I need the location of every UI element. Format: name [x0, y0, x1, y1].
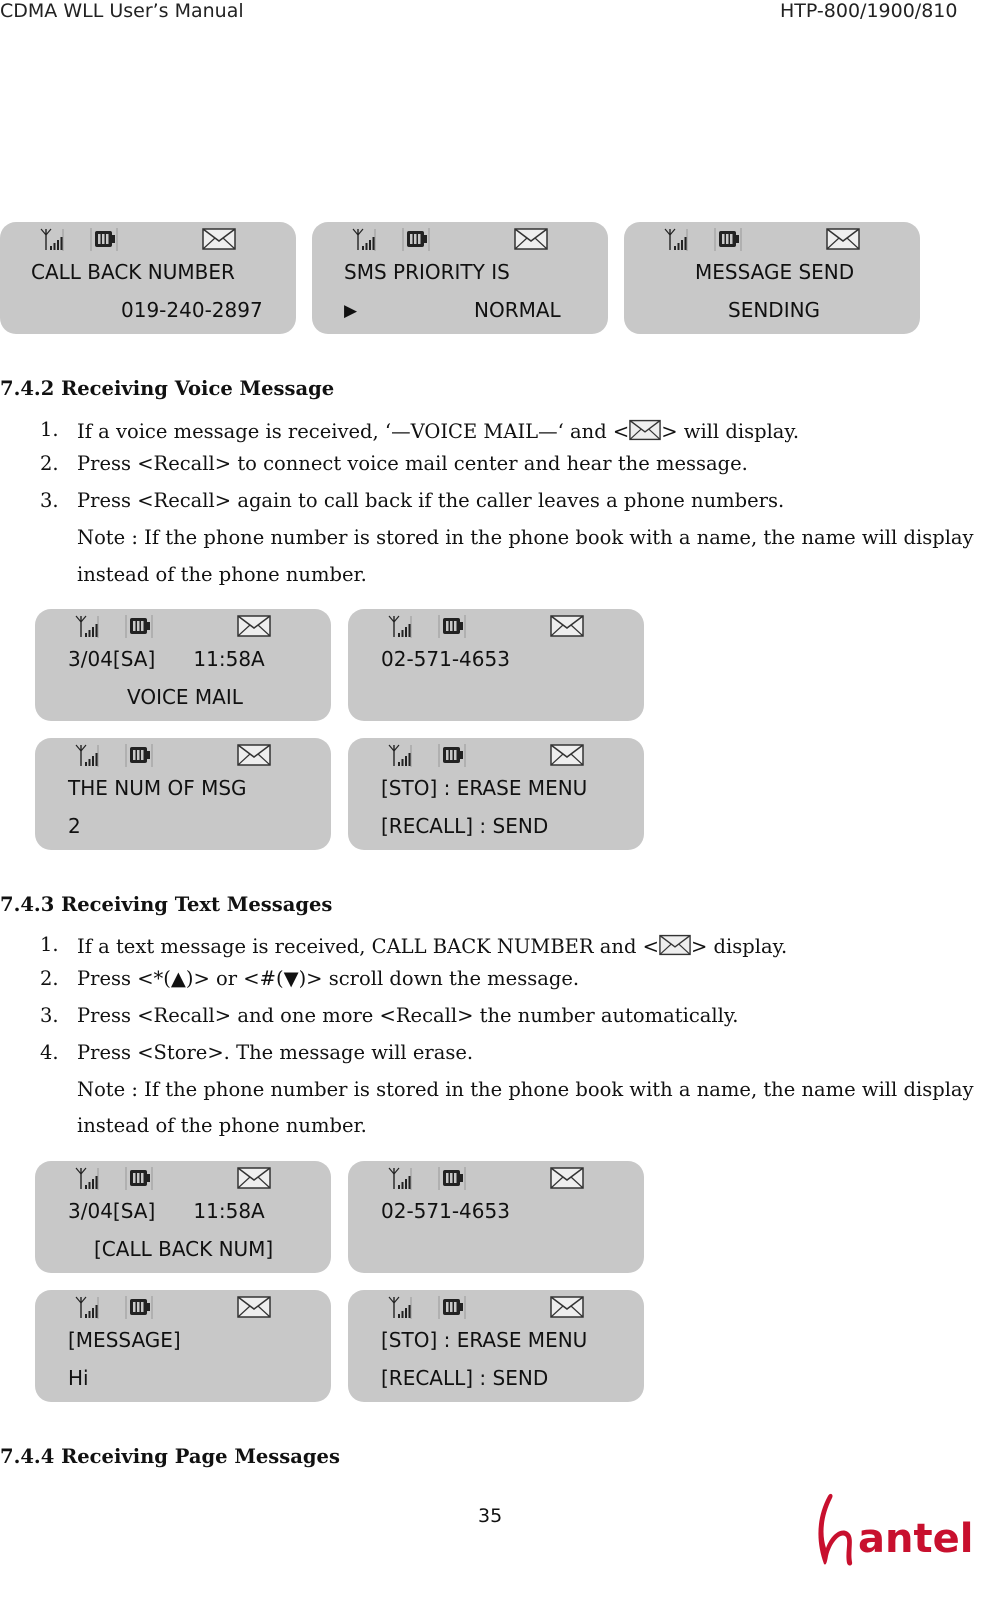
lcd-line1: [MESSAGE]: [68, 1328, 181, 1352]
signal-icon: [73, 613, 99, 639]
envelope-icon: [550, 1296, 584, 1318]
signal-icon: [386, 613, 412, 639]
lcd-voice-mail-date: [35, 609, 331, 721]
envelope-icon: [202, 228, 236, 250]
battery-icon: [125, 1294, 153, 1320]
envelope-icon: [550, 615, 584, 637]
lcd-line2: [RECALL] : SEND: [381, 814, 549, 838]
lcd-line2: SENDING: [728, 298, 821, 322]
lcd-line1: MESSAGE SEND: [695, 260, 855, 284]
signal-icon: [662, 226, 688, 252]
signal-icon: [38, 226, 64, 252]
lcd-line1: [STO] : ERASE MENU: [381, 1328, 588, 1352]
lcd-line1: [STO] : ERASE MENU: [381, 776, 588, 800]
svg-text:antel: antel: [858, 1516, 974, 1562]
envelope-icon: [629, 418, 661, 442]
battery-icon: [125, 742, 153, 768]
lcd-line1: 3/04[SA] 11:58A: [68, 1199, 265, 1223]
signal-icon: [386, 742, 412, 768]
lcd-text-msg-number: [348, 1161, 644, 1273]
lcd-sms-priority: [312, 222, 608, 334]
lcd-line1: SMS PRIORITY IS: [344, 260, 510, 284]
signal-icon: [73, 1165, 99, 1191]
lcd-line1: THE NUM OF MSG: [68, 776, 247, 800]
lcd-erase-menu: [348, 738, 644, 850]
envelope-icon: [659, 933, 691, 957]
battery-icon: [125, 1165, 153, 1191]
lcd-erase-menu: [348, 1290, 644, 1402]
envelope-icon: [237, 744, 271, 766]
header-model: HTP-800/1900/810: [780, 0, 958, 22]
lcd-line2: [CALL BACK NUM]: [94, 1237, 274, 1261]
lcd-call-back-number: [0, 222, 296, 334]
lcd-line1: CALL BACK NUMBER: [31, 260, 235, 284]
lcd-line2: 019-240-2897: [121, 298, 263, 322]
battery-icon: [714, 226, 742, 252]
signal-icon: [350, 226, 376, 252]
lcd-line1: 3/04[SA] 11:58A: [68, 647, 265, 671]
envelope-icon: [550, 744, 584, 766]
lcd-line2: NORMAL: [474, 298, 561, 322]
lcd-message-hi: [35, 1290, 331, 1402]
lcd-call-back-num-date: [35, 1161, 331, 1273]
signal-icon: [73, 742, 99, 768]
hantel-logo: [808, 1490, 988, 1570]
envelope-icon: [237, 615, 271, 637]
battery-icon: [438, 1294, 466, 1320]
envelope-icon: [550, 1167, 584, 1189]
battery-icon: [402, 226, 430, 252]
section-title-7-4-2: 7.4.2 Receiving Voice Message: [0, 377, 335, 400]
envelope-icon: [514, 228, 548, 250]
signal-icon: [386, 1165, 412, 1191]
lcd-line1: 02-571-4653: [381, 1199, 510, 1223]
page-number: 35: [478, 1505, 503, 1527]
battery-icon: [438, 742, 466, 768]
signal-icon: [73, 1294, 99, 1320]
envelope-icon: [237, 1296, 271, 1318]
lcd-line2: VOICE MAIL: [127, 685, 243, 709]
battery-icon: [125, 613, 153, 639]
section-title-7-4-3: 7.4.3 Receiving Text Messages: [0, 893, 333, 916]
lcd-voice-mail-number: [348, 609, 644, 721]
lcd-line2: [RECALL] : SEND: [381, 1366, 549, 1390]
header-manual-title: CDMA WLL User’s Manual: [0, 0, 244, 22]
battery-icon: [90, 226, 118, 252]
battery-icon: [438, 1165, 466, 1191]
envelope-icon: [237, 1167, 271, 1189]
lcd-line1: 02-571-4653: [381, 647, 510, 671]
lcd-line2: 2: [68, 814, 81, 838]
battery-icon: [438, 613, 466, 639]
lcd-message-send: [624, 222, 920, 334]
section-title-7-4-4: 7.4.4 Receiving Page Messages: [0, 1445, 340, 1468]
lcd-num-of-msg: [35, 738, 331, 850]
signal-icon: [386, 1294, 412, 1320]
play-arrow-icon: ▶: [344, 301, 358, 321]
envelope-icon: [826, 228, 860, 250]
lcd-line2: Hi: [68, 1366, 89, 1390]
